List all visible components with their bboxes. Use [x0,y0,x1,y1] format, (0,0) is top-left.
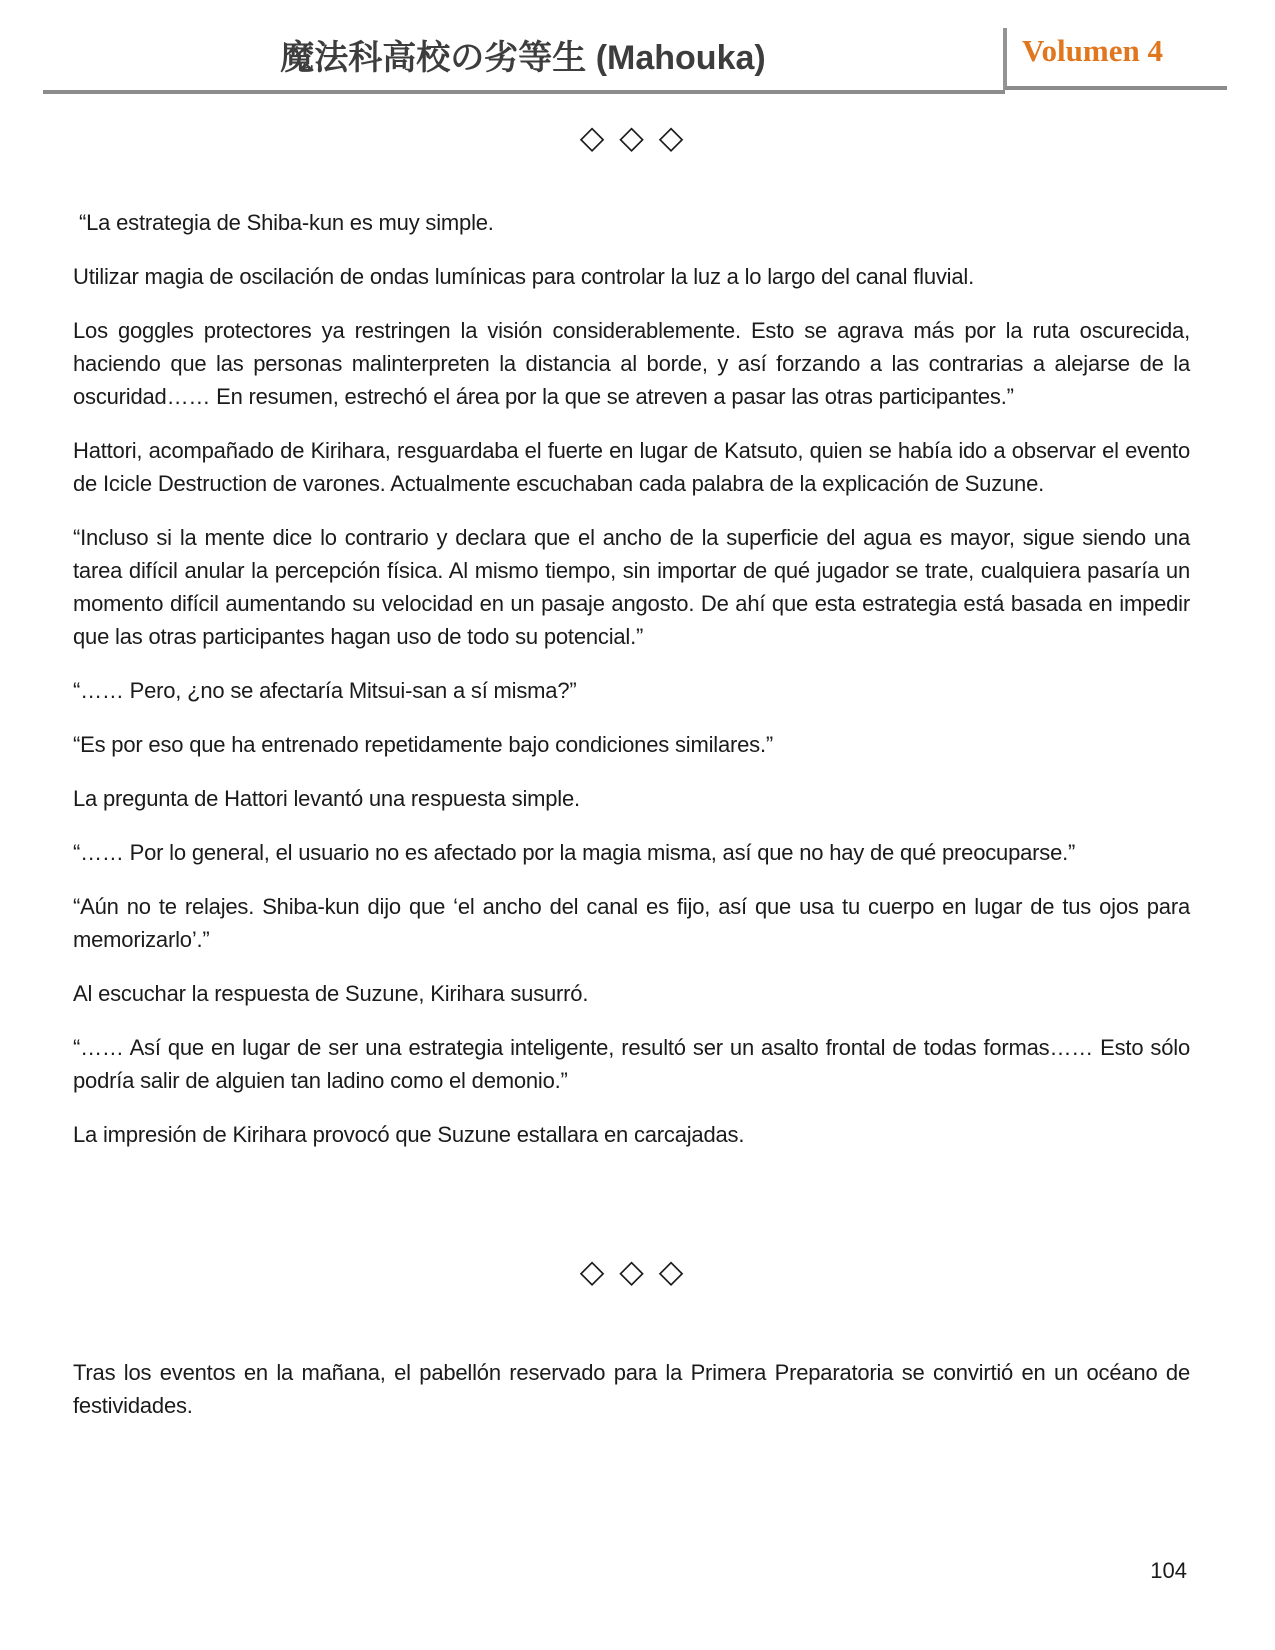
header-rule-right [1005,86,1227,90]
page-header [0,0,1275,95]
header-rule-left [43,90,1005,94]
paragraph: “Aún no te relajes. Shiba-kun dijo que ‘el ancho del canal es fijo, así que usa tu cuerpo en lugar de tus ojos para memorizarlo’.” [73,894,1190,952]
paragraph: “La estrategia de Shiba-kun es muy simple. [79,210,494,235]
paragraph: “…… Por lo general, el usuario no es afectado por la magia misma, así que no hay de qué preocuparse.” [73,840,1076,865]
paragraph: Los goggles protectores ya restringen la visión considerablemente. Esto se agrava más por la ruta oscurecida, haciendo que las personas malinterpreten la distancia al borde, y así forzando a las contrarias a alejarse de la oscuridad…… En resumen, estrechó el área por la que se atreven a pasar las otras participantes.” [73,318,1190,409]
paragraph: La impresión de Kirihara provocó que Suzune estallara en carcajadas. [73,1122,745,1147]
page-content [0,117,1275,1422]
paragraph: Hattori, acompañado de Kirihara, resguardaba el fuerte en lugar de Katsuto, quien se había ido a observar el evento de Icicle Destruction de varones. Actualmente escuchaban cada palabra de la explicación de Suzune. [73,438,1190,496]
paragraph: “Incluso si la mente dice lo contrario y declara que el ancho de la superficie del agua es mayor, sigue siendo una tarea difícil anular la percepción física. Al mismo tiempo, sin importar de qué jugador se trate, cualquiera pasaría un momento difícil aumentando su velocidad en un pasaje angosto. De ahí que esta estrategia está basada en impedir que las otras participantes hagan uso de todo su potencial.” [73,525,1190,649]
paragraph: Tras los eventos en la mañana, el pabellón reservado para la Primera Preparatoria se convirtió en un océano de festividades. [73,1360,1190,1418]
diamond-separator: ◇ ◇ ◇ [579,119,684,155]
volume-label: Volumen 4 [1022,33,1163,68]
paragraph: “…… Así que en lugar de ser una estrategia inteligente, resultó ser un asalto frontal de todas formas…… Esto sólo podría salir de alguien tan ladino como el demonio.” [73,1035,1190,1093]
page-title: 魔法科高校の劣等生 (Mahouka) [280,39,766,77]
paragraph: Al escuchar la respuesta de Suzune, Kirihara susurró. [73,981,589,1006]
paragraph: “Es por eso que ha entrenado repetidamente bajo condiciones similares.” [73,732,773,757]
paragraph: “…… Pero, ¿no se afectaría Mitsui-san a sí misma?” [73,678,577,703]
paragraph: Utilizar magia de oscilación de ondas lumínicas para controlar la luz a lo largo del canal fluvial. [73,264,975,289]
paragraph: La pregunta de Hattori levantó una respuesta simple. [73,786,580,811]
header-vertical-divider [1003,28,1007,90]
diamond-separator: ◇ ◇ ◇ [579,1253,684,1289]
page-number: 104 [1150,1558,1187,1583]
